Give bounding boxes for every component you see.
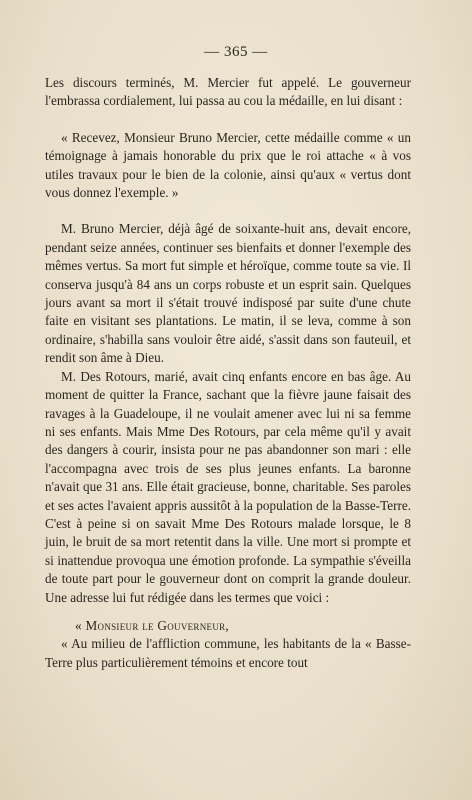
- paragraph-bruno-mercier: M. Bruno Mercier, déjà âgé de soixante-huit ans, devait encore, pendant seize années, continuer ses bienfaits et donner l'exemple des mêmes vertus. Sa mort fut simple et héroïque, comme toute sa vie. Il conserva jusqu'à 84 ans un corps robuste et un esprit sain. Quelques jours avant sa mort il s'était trouvé indisposé par suite d'une chute faite en visitant ses plantations. Le matin, il se leva, comme à son ordinaire, s'habilla sans vouloir être aidé, s'assit dans son fauteuil, et rendit son âme à Dieu.: [45, 221, 411, 366]
- paragraph-des-rotours: M. Des Rotours, marié, avait cinq enfants encore en bas âge. Au moment de quitter la France, sachant que la fièvre jaune faisait des ravages à la Guadeloupe, il ne voulait amener avec lui ni sa femme ni ses enfants. Mais Mme Des Rotours, par cela même qu'il y avait des dangers à courir, insista pour ne pas abandonner son mari : elle l'accompagna avec trois de ses plus jeunes enfants. La baronne n'avait que 31 ans. Elle était gracieuse, bonne, charitable. Ses paroles et ses actes l'avaient appris aussitôt à la population de la Basse-Terre. C'est à peine si on savait Mme Des Rotours malade lorsque, le 8 juin, le bruit de sa mort retentit dans la ville. Une mort si prompte et si inattendue provoqua une émotion profonde. La sympathie s'éveilla de toute part pour le gouverneur dont on comprit la grande douleur. Une adresse lui fut rédigée dans les termes que voici :: [45, 368, 411, 605]
- page-number: — 365 —: [204, 44, 268, 60]
- page-body: [45, 74, 411, 672]
- paragraph-speeches: Les discours terminés, M. Mercier fut appelé. Le gouverneur l'embrassa cordialement, lui passa au cou la médaille, en lui disant :: [45, 75, 411, 109]
- paragraph-address-start: « Au milieu de l'affliction commune, les habitants de la « Basse-Terre plus particulièrement témoins et encore tout: [45, 636, 411, 670]
- address-salutation: « Monsieur le Gouverneur,: [75, 617, 230, 633]
- paragraph-quote-recevez: « Recevez, Monsieur Bruno Mercier, cette médaille comme « un témoignage à jamais honorable du prix que le roi attache « à vos utiles travaux pour le bien de la colonie, ainsi qu'aux « vertus dont vous donnez l'exemple. »: [45, 129, 411, 201]
